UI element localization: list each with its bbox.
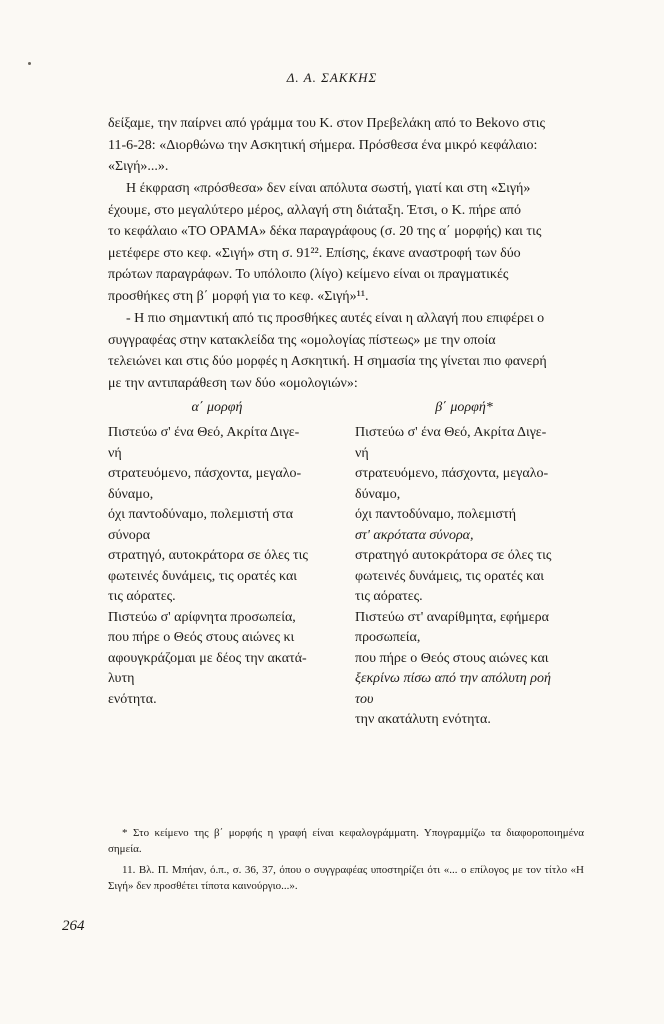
paragraph-line: - Η πιο σημαντική από τις προσθήκες αυτές είναι η αλλαγή που επιφέρει ο: [126, 311, 545, 326]
footnote-star: * Στο κείμενο της β΄ μορφής η γραφή είναι κεφαλογράμματη. Υπογραμμίζω τα διαφοροποιημένα σημεία.: [108, 827, 584, 855]
paragraph-line: το κεφάλαιο «ΤΟ ΟΡΑΜΑ» δέκα παραγράφους (σ. 20 της α΄ μορφής) και τις: [108, 224, 542, 239]
left-column-line: αφουγκράζομαι με δέος την ακατά-: [108, 650, 307, 666]
stray-ink-mark: [28, 62, 31, 65]
right-column-line: του: [355, 691, 374, 707]
left-column-line: στρατηγό, αυτοκράτορα σε όλες τις: [108, 548, 308, 563]
right-column-heading: β΄ μορφή*: [435, 400, 493, 415]
left-column-line: σύνορα: [108, 527, 151, 543]
paragraph-2: [108, 178, 584, 307]
left-column-line: φωτεινές δυνάμεις, τις ορατές και: [108, 568, 298, 584]
right-column-line: στ' ακρότατα σύνορα,: [355, 527, 474, 543]
right-column-line: νή: [355, 445, 369, 461]
paragraph-line: 11-6-28: «Διορθώνω την Ασκητική σήμερα. Πρόσθεσα ένα μικρό κεφάλαιο:: [108, 137, 538, 153]
paragraph-line: Η έκφραση «πρόσθεσα» δεν είναι απόλυτα σωστή, γιατί και στη «Σιγή»: [126, 181, 531, 196]
right-column-line: ξεκρίνω πίσω από την απόλυτη ροή: [355, 671, 551, 686]
right-column-line: φωτεινές δυνάμεις, τις ορατές και: [355, 568, 545, 584]
paragraph-line: προσθήκες στη β΄ μορφή για το κεφ. «Σιγή»¹¹.: [108, 288, 369, 304]
right-column-line: στρατευόμενο, πάσχοντα, μεγαλο-: [355, 466, 549, 481]
right-column-line: όχι παντοδύναμο, πολεμιστή: [355, 507, 517, 522]
paragraph-line: συγγραφέας στην κατακλείδα της «ομολογίας πίστεως» με την οποία: [108, 332, 496, 348]
right-column-line: τις αόρατες.: [355, 589, 423, 604]
paragraph-3: [108, 308, 584, 394]
paragraph-line: πρώτων παραγράφων. Το υπόλοιπο (λίγο) κείμενο είναι οι πραγματικές: [108, 267, 509, 282]
paragraph-line: δείξαμε, την παίρνει από γράμμα του Κ. στον Πρεβελάκη από το Bekovo στις: [108, 116, 546, 131]
footnote-11: 11. Βλ. Π. Μπήαν, ό.π., σ. 36, 37, όπου ο συγγραφέας υποστηρίζει ότι «... ο επίλογος με τον τίτλο «Η Σιγή» δεν προσθέτει τίποτα καινούργιο...».: [108, 864, 584, 892]
left-column-line: Πιστεύω σ' αρίφνητα προσωπεία,: [108, 609, 296, 625]
paragraph-line: τελειώνει και στις δύο μορφές η Ασκητική. Η σημασία της γίνεται πιο φανερή: [108, 354, 547, 369]
right-column-line: που πήρε ο Θεός στους αιώνες και: [355, 650, 549, 666]
left-column-line: λυτη: [108, 671, 135, 686]
right-column: [355, 399, 573, 731]
left-column-line: νή: [108, 445, 122, 461]
left-column-line: που πήρε ο Θεός στους αιώνες κι: [108, 630, 295, 645]
right-column-line: Πιστεύω στ' αναρίθμητα, εφήμερα: [355, 609, 550, 625]
right-column-line: την ακατάλυτη ενότητα.: [355, 712, 491, 727]
right-column-line: δύναμο,: [355, 486, 401, 502]
left-column-line: Πιστεύω σ' ένα Θεό, Ακρίτα Διγε-: [108, 425, 300, 440]
left-column-line: όχι παντοδύναμο, πολεμιστή στα: [108, 507, 294, 522]
left-column-line: τις αόρατες.: [108, 589, 176, 604]
left-column-line: δύναμο,: [108, 486, 154, 502]
paragraph-line: «Σιγή»...».: [108, 159, 169, 174]
right-column-line: Πιστεύω σ' ένα Θεό, Ακρίτα Διγε-: [355, 425, 547, 440]
page-number: 264: [62, 918, 85, 934]
footnotes: [108, 825, 584, 899]
left-column: [108, 399, 326, 710]
left-column-line: ενότητα.: [108, 691, 157, 707]
paragraph-1: [108, 113, 584, 178]
right-column-line: στρατηγό αυτοκράτορα σε όλες τις: [355, 548, 552, 563]
paragraph-line: έχουμε, στο μεγαλύτερο μέρος, αλλαγή στη διάταξη. Έτσι, ο Κ. πήρε από: [108, 202, 521, 218]
left-column-heading: α΄ μορφή: [191, 400, 243, 415]
right-column-line: προσωπεία,: [355, 630, 421, 645]
running-head: Δ. Α. ΣΑΚΚΗΣ: [286, 70, 378, 85]
left-column-line: στρατευόμενο, πάσχοντα, μεγαλο-: [108, 466, 302, 481]
paragraph-line: μετέφερε στο κεφ. «Σιγή» στη σ. 91²². Επίσης, έκανε αναστροφή των δύο: [108, 245, 521, 261]
paragraph-line: με την αντιπαράθεση των δύο «ομολογιών»:: [108, 375, 358, 391]
